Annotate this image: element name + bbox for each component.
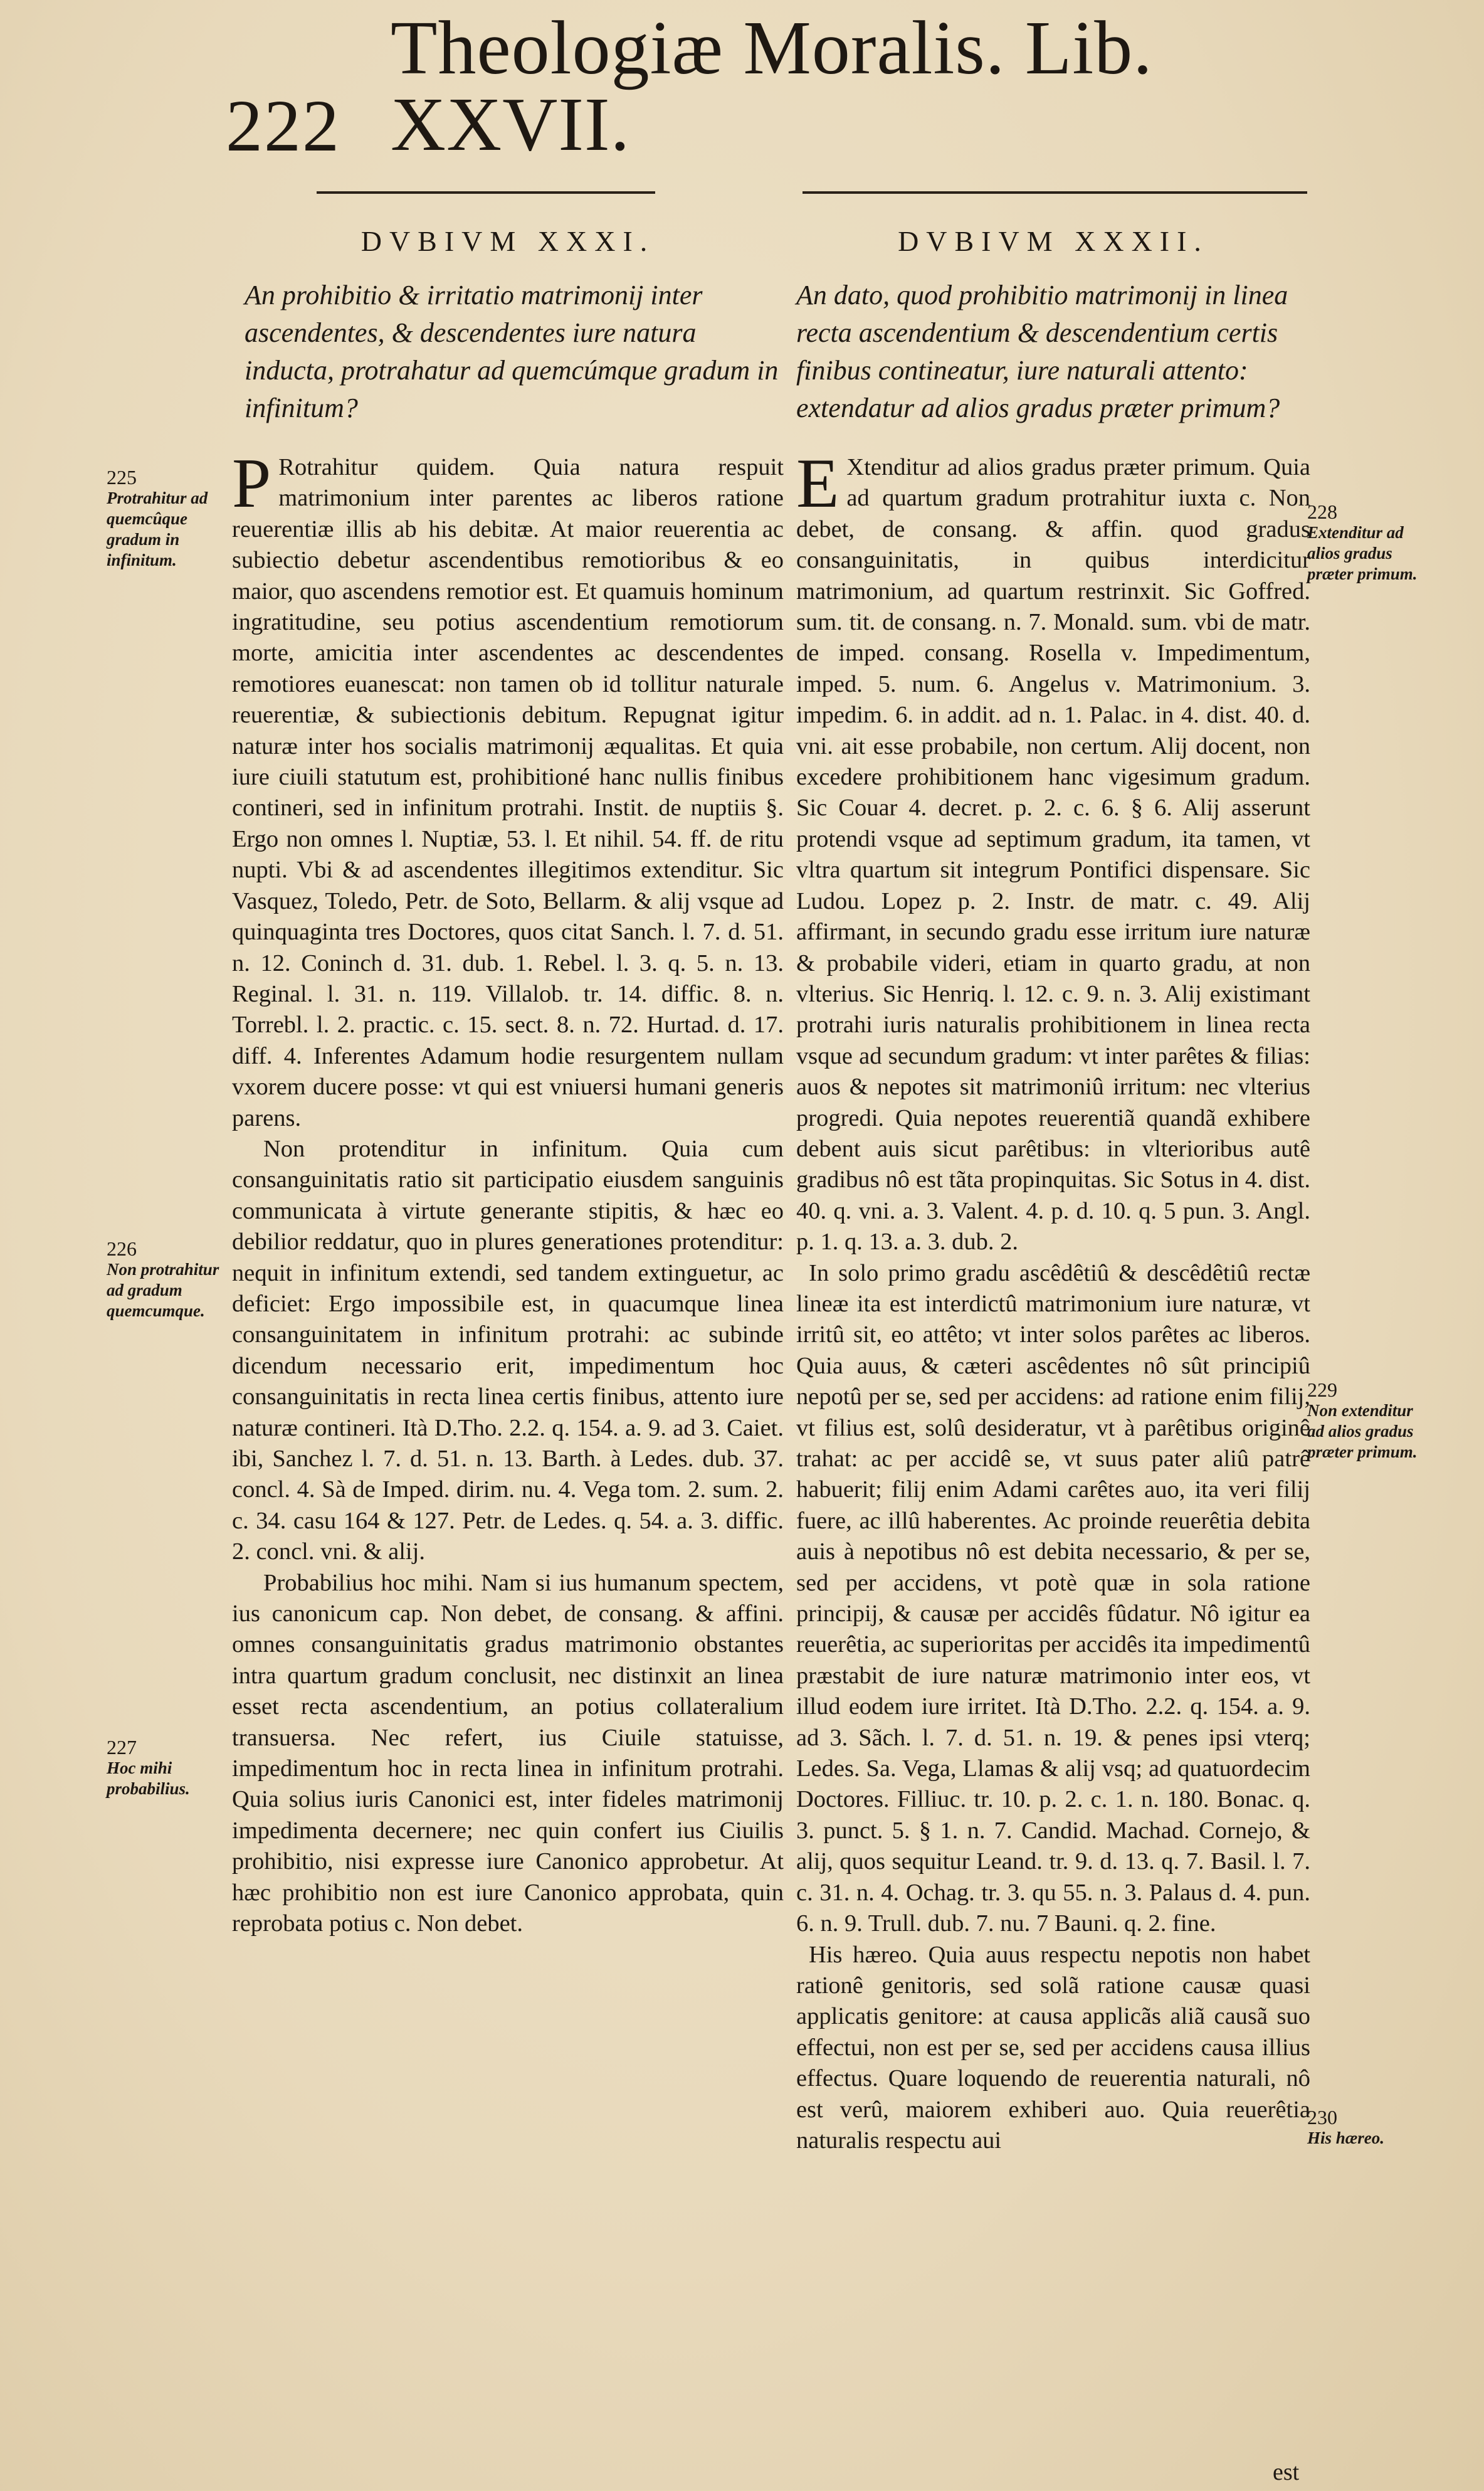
dubium-heading-left: DVBIVM XXXI. [360, 225, 655, 257]
page-number: 222 [226, 85, 340, 167]
paragraph-text: Non protenditur in infinitum. Quia cum consanguinitatis ratio sit participatio eiusdem sanguinis communicata à virtute generante stipitis, & hæc eo debilior reddatur, quo in plures generationes protenditur: nequit in infinitum extendi, sed tandem extinguetur, ac deficiet: Ergo impossibile est, in quacumque linea consanguinitatem in infinitum protrahi: ac subinde dicendum necessario erit, impedimentum hoc consanguinitatis in recta linea certis finibus, attento iure naturæ contineri. Ità D.Tho. 2.2. q. 154. a. 9. ad 3. Caiet. ibi, Sanchez l. 7. d. 51. n. 13. Barth. à Ledes. dub. 37. concl. 4. Sà de Imped. dirim. nu. 4. Vega tom. 2. sum. 2. c. 34. casu 164 & 127. Petr. de Ledes. q. 54. a. 3. diffic. 2. concl. vni. & alij. [232, 1135, 784, 1565]
paragraph-text: His hæreo. Quia auus respectu nepotis non habet rationê genitoris, sed solã ratione causæ quasi applicatis genitore: at causa applicãs aliã causã suo effectui, non est per se, sed per accidens causa illius effectus. Quare loquendo de reuerentia naturali, nô est verû, maiorem exhiberi auo. Quia reuerêtia naturalis respectu aui [796, 1941, 1310, 2154]
catchword: est [1273, 2459, 1300, 2485]
paragraph-right-1 [796, 445, 1310, 1258]
margin-note: 226 Non protrahitur ad gradum quemcumque. [107, 1237, 219, 1320]
edge-mark [1436, 82, 1473, 132]
drop-cap: E [796, 445, 839, 522]
drop-cap: P [232, 445, 271, 522]
page-header [226, 6, 1354, 167]
margin-note: 228 Extenditur ad alios gradus præter primum. [1307, 500, 1418, 583]
margin-note: 230 His hæreo. [1307, 2106, 1385, 2147]
paragraph-right-3 [796, 1940, 1310, 2157]
paragraph-text: Xtenditur ad alios gradus præter primum. Quia ad quartum gradum protrahitur iuxta c. Non debet, de consang. & affin. quod gradus consanguinitatis, in quibus interdicitur matrimonium, ad quartum restrinxit. Sic Goffred. sum. tit. de consang. n. 7. Monald. sum. vbi de matr. de imped. consang. Rosella v. Impedimentum, imped. 5. num. 6. Angelus v. Matrimonium. 3. impedim. 6. in addit. ad n. 1. Palac. in 4. dist. 40. d. vni. ait esse probabile, non certum. Alij docent, non excedere prohibitionem hanc vigesimum gradum. Sic Couar 4. decret. p. 2. c. 6. § 6. Alij asserunt protendi vsque ad septimum gradum, ita tamen, vt vltra quartum sit integrum Pontifici dispensare. Sic Ludou. Lopez p. 2. Instr. de matr. c. 49. Alij affirmant, in secundo gradu esse irritum iure naturæ & probabile videri, etiam in quarto gradu, at non vlterius. Sic Henriq. l. 12. c. 9. n. 3. Alij existimant protrahi iuris naturalis prohibitionem in linea recta vsque ad secundum gradum: vt inter parêtes & filias: auos & nepotes sit matrimoniû irritum: nec vlterius progredi. Quia nepotes reuerentiã quandã exhibere debent auis sicut parêtibus: in vlterioribus autê gradibus nô est tãta propinquitas. Sic Sotus in 4. dist. 40. q. vni. a. 3. Valent. 4. p. d. 10. q. 5 pun. 3. Angl. p. 1. q. 13. a. 3. dub. 2. [796, 454, 1310, 1256]
left-column-rule [317, 191, 655, 194]
dubium-heading-right: DVBIVM XXXII. [898, 225, 1209, 257]
paragraph-text: Rotrahitur quidem. Quia natura respuit matrimonium inter parentes ac liberos ratione reuerentiæ illis ab his debitæ. At maior reuerentia ac subiectio debetur ascendentibus remotioribus & eo maior, quo ascendens remotior est. Et quamuis hominum ingratitudine, seu potius ascendentium remotiorum morte, amicitia inter ascendentes ac descendentes remotiores euanescat: non tamen ob id tollitur naturale reuerentiæ, & subiectionis debitum. Repugnat igitur naturæ inter hos socialis matrimonij æqualitas. Et quia iure ciuili statutum est, prohibitioné hanc nullis finibus contineri, sed in infinitum protrahi. Instit. de nuptiis §. Ergo non omnes l. Nuptiæ, 53. l. Et nihil. 54. ff. de ritu nupti. Vbi & ad ascendentes illegitimos extenditur. Sic Vasquez, Toledo, Petr. de Soto, Bellarm. & alij vsque ad quinquaginta tres Doctores, quos citat Sanch. l. 7. d. 51. n. 12. Coninch d. 31. dub. 1. Rebel. l. 3. q. 5. n. 13. Reginal. l. 31. n. 119. Villalob. tr. 14. diffic. 8. n. Torrebl. l. 2. practic. c. 15. sect. 8. n. 72. Hurtad. d. 17. diff. 4. Inferentes Adamum hodie resurgentem nullam vxorem ducere posse: vt qui est vniuersi humani generis parens. [232, 454, 784, 1131]
paragraph-left-1 [232, 445, 784, 1134]
paragraph-left-2 [232, 1134, 784, 1568]
right-column-rule [803, 191, 1307, 194]
margin-note: 229 Non extenditur ad alios gradus præter primum. [1307, 1378, 1418, 1461]
right-column [796, 219, 1310, 2156]
paragraph-left-3 [232, 1568, 784, 1940]
left-column [232, 219, 784, 1940]
margin-note: 227 Hoc mihi probabilius. [107, 1736, 190, 1798]
margin-note: 225 Protrahitur ad quemcûque gradum in infinitum. [107, 466, 208, 569]
paragraph-right-2 [796, 1258, 1310, 1940]
question-right: An dato, quod prohibitio matrimonij in linea recta ascendentium & descendentium certis finibus contineatur, iure naturali attento: extendatur ad alios gradus præter primum? [796, 280, 1288, 423]
question-left: An prohibitio & irritatio matrimonij inter ascendentes, & descendentes iure natura inducta, protrahatur ad quemcúmque gradum in infinitum? [245, 280, 779, 423]
paragraph-text: Probabilius hoc mihi. Nam si ius humanum spectem, ius canonicum cap. Non debet, de consang. & affini. omnes consanguinitatis gradus matrimonio obstantes intra quartum gradum conclusit, nec distinxit an linea esset recta ascendentium, an potius collateralium transuersa. Nec refert, ius Ciuile statuisse, impedimentum hoc in recta linea in infinitum protrahi. Quia solius iuris Canonici est, inter fideles matrimonij impedimenta decernere; nec quin confert ius Ciuilis prohibitio, nisi expresse iure Canonico approbetur. At hæc prohibitio non est iure Canonico approbata, quin reprobata potius c. Non debet. [232, 1569, 784, 1937]
paragraph-text: In solo primo gradu ascêdêtiû & descêdêtiû rectæ lineæ ita est interdictû matrimonium iure naturæ, vt irritû sit, eo attêto; vt inter solos parêtes ac liberos. Quia auus, & cæteri ascêdentes nô sût principiû nepotû per se, sed per accidens: ad ratione enim filij, vt filius est, solû desideratur, vt à parêtibus originê trahat: ac per accidê se, vt suus pater aliû patrê habuerit; filij enim Adami carêtes auo, ita veri filij fuere, ac illû haberentes. Ac proinde reuerêtia debita auis à nepotibus nô est debita necessario, & per se, sed per accidens, vt potè quæ in sola ratione principij, & causæ per accidês fûdatur. Nô igitur ea reuerêtia, ac superioritas per accidês ita impedimentû præstabit de iure naturæ matrimonio inter eos, vt illud eodem iure irritet. Ità D.Tho. 2.2. q. 154. a. 9. ad 3. Sãch. l. 7. d. 51. n. 19. & penes ipsi vterq; Ledes. Sa. Vega, Llamas & alij vsq; ad quatuordecim Doctores. Filliuc. tr. 10. p. 2. c. 1. n. 180. Bonac. q. 3. punct. 5. § 1. n. 7. Candid. Machad. Cornejo, & alij, quos sequitur Leand. tr. 9. d. 13. q. 7. Basil. l. 7. c. 31. n. 4. Ochag. tr. 3. qu 55. n. 3. Palaus d. 4. pun. 6. n. 9. Trull. dub. 7. nu. 7 Bauni. q. 2. fine. [796, 1259, 1310, 1937]
running-title: Theologiæ Moralis. Lib. XXVII. [391, 6, 1153, 167]
